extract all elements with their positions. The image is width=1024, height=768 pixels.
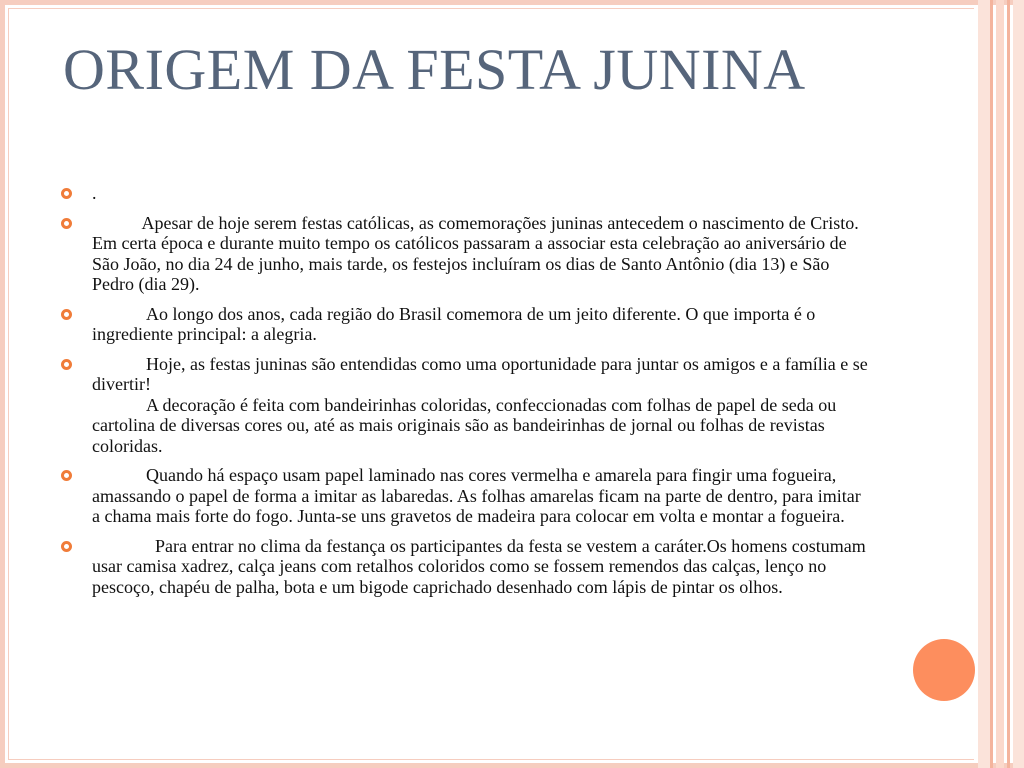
bullet-text: Apesar de hoje serem festas católicas, as comemorações juninas antecedem o nascimento de Cristo. Em certa época e durante muito tempo os católicos passaram a associar esta celebração ao aniversário de São João, no dia 24 de junho, mais tarde, os festejos incluíram os dias de Santo Antônio (dia 13) e São Pedro (dia 29). — [92, 212, 864, 294]
bullet-list — [60, 183, 873, 606]
bullet-item — [60, 213, 870, 295]
decorative-stripe — [978, 0, 990, 768]
decorative-circle — [913, 639, 975, 701]
bullet-text: A decoração é feita com bandeirinhas coloridas, confeccionadas com folhas de papel de seda ou cartolina de diversas cores ou, até as mais originais são as bandeirinhas de jornal ou folhas de revistas coloridas. — [92, 394, 841, 456]
bullet-item — [60, 183, 870, 204]
bullet-circle-icon — [61, 541, 72, 552]
bullet-item — [60, 465, 870, 527]
bullet-item — [60, 536, 870, 598]
bullet-text: Hoje, as festas juninas são entendidas como uma oportunidade para juntar os amigos e a família e se divertir! — [92, 353, 873, 394]
decorative-stripe — [990, 0, 993, 768]
bullet-text: Para entrar no clima da festança os participantes da festa se vestem a caráter.Os homens costumam usar camisa xadrez, calça jeans com retalhos coloridos como se fossem remendos das calças, lenço no pescoço, chapéu de palha, bota e um bigode caprichado desenhado com lápis de pintar os olhos. — [92, 535, 871, 597]
decorative-stripe — [996, 0, 1004, 768]
bullet-circle-icon — [61, 309, 72, 320]
decorative-stripe — [1013, 0, 1024, 768]
bullet-item — [60, 353, 873, 457]
bullet-text: . — [92, 183, 97, 203]
bullet-text: Quando há espaço usam papel laminado nas cores vermelha e amarela para fingir uma fogueira, amassando o papel de forma a imitar as labaredas. As folhas amarelas ficam na parte de dentro, para imitar a chama mais forte do fogo. Junta-se uns gravetos de madeira para colocar em volta e montar a fogueira. — [92, 465, 866, 526]
bullet-circle-icon — [61, 218, 72, 229]
bullet-circle-icon — [61, 188, 72, 199]
slide-title: ORIGEM DA FESTA JUNINA — [63, 37, 806, 102]
bullet-circle-icon — [61, 470, 72, 481]
bullet-text: Ao longo dos anos, cada região do Brasil comemora de um jeito diferente. O que importa é o ingrediente principal: a alegria. — [92, 303, 820, 344]
bullet-item — [60, 304, 870, 345]
bullet-circle-icon — [61, 359, 72, 370]
decorative-stripe — [1007, 0, 1010, 768]
